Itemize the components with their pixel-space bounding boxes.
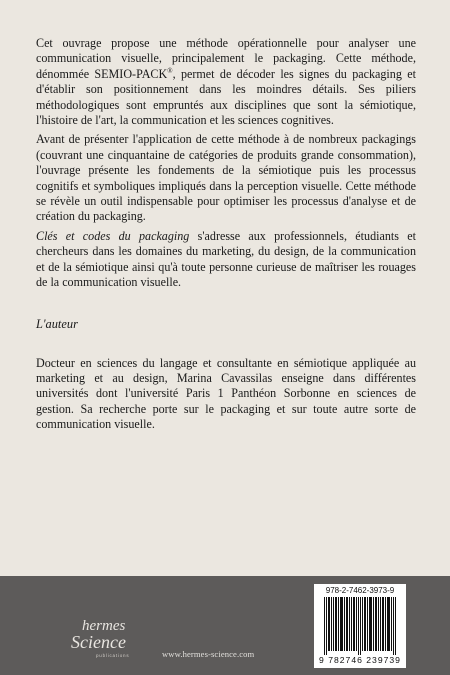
ean-number: 9 782746 239739 (319, 655, 401, 665)
back-cover-text (36, 36, 416, 437)
intro-paragraph-1 (36, 36, 416, 128)
publisher-logo (66, 616, 154, 660)
intro-p1-text-a: Cet ouvrage propose une méthode opérationnelle pour analyser une communication visuelle, principalement le packaging. Cette méthode, dénommée SEMIO-PACK (36, 36, 416, 81)
book-title: Clés et codes du packaging (36, 228, 190, 243)
publisher-url: www.hermes-science.com (162, 649, 255, 659)
barcode-bars (324, 597, 396, 655)
logo-science: Science (71, 632, 126, 652)
logo-hermes: hermes (82, 618, 126, 634)
intro-p1-text-b: , permet de décoder les signes du packaging et d'établir son positionnement dans les moindres détails. Ses piliers méthodologiques sont empruntés aux disciplines que sont la sémiotique, l'histoire de l'art, la communication et les sciences cognitives. (36, 66, 416, 128)
logo-publications: publications (96, 653, 130, 658)
registered-mark: ® (167, 66, 173, 75)
isbn-number: 978-2-7462-3973-9 (325, 586, 395, 595)
intro-paragraph-2: Avant de présenter l'application de cette méthode à de nombreux packagings (couvrant une cinquantaine de catégories de produits grande consommation), l'ouvrage présente les fondements de la sémiotique puis les processus cognitifs et symboliques impliqués dans la perception visuelle. Cette méthode se révèle un outil indispensable pour optimiser les processus d'analyse et de création du packaging. (36, 132, 416, 224)
intro-paragraph-3 (36, 229, 416, 291)
barcode-box (314, 584, 406, 668)
intro-p3-text: s'adresse aux professionnels, étudiants et chercheurs dans les domaines du marketing, du design, de la communication et de la sémiotique ainsi qu'à toute personne curieuse de maîtriser les rouages de la communication visuelle. (36, 228, 416, 290)
author-bio: Docteur en sciences du langage et consultante en sémiotique appliquée au marketing et au design, Marina Cavassilas enseigne dans différentes universités dont l'université Paris 1 Panthéon Sorbonne en sciences de gestion. Sa recherche porte sur le packaging et sur toute autre sorte de communication visuelle. (36, 355, 416, 432)
author-heading: L'auteur (36, 316, 78, 331)
